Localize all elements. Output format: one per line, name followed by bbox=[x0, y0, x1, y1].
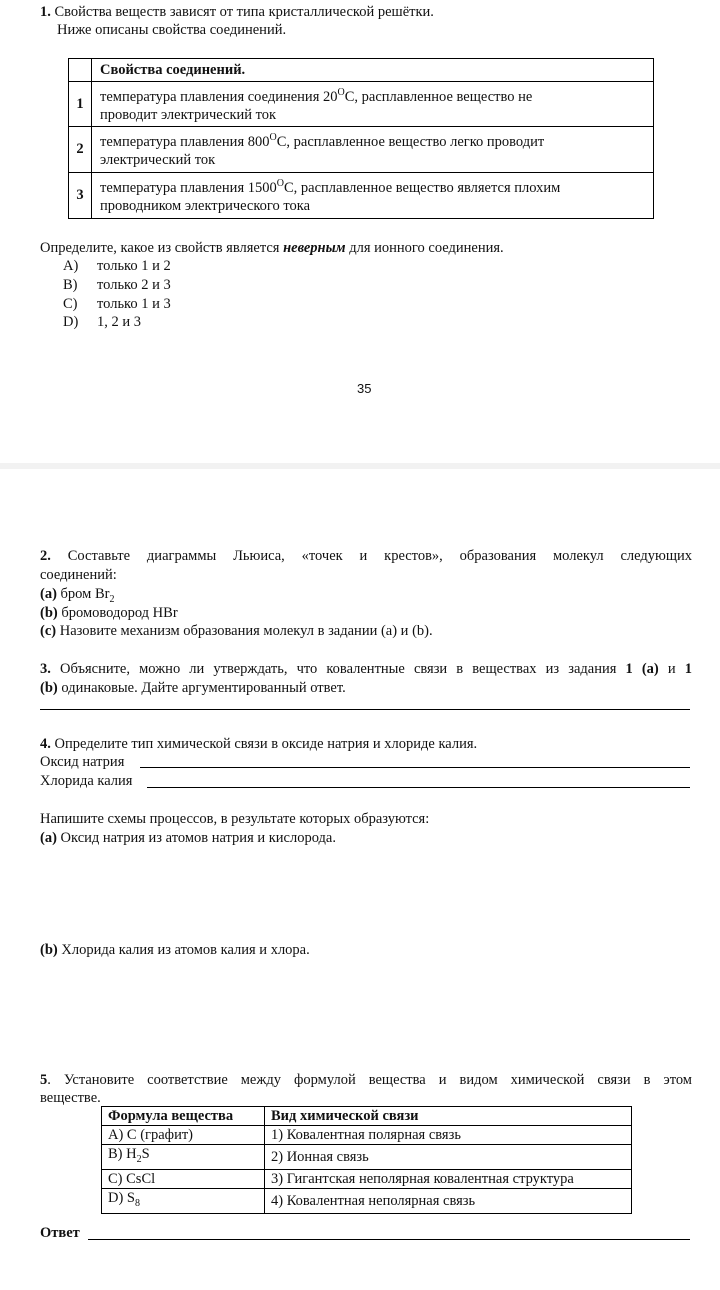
answer-label: Ответ bbox=[40, 1225, 80, 1241]
q1-properties-table bbox=[68, 58, 654, 219]
q2-item-b: (b) бромоводород HBr bbox=[40, 605, 178, 621]
table-row: 1 температура плавления соединения $20^OC$, расплавленное вещество не проводит электрический ток bbox=[69, 82, 654, 127]
q4-title: 4. Определите тип химической связи в оксиде натрия и хлориде калия. bbox=[40, 736, 478, 752]
answer-line[interactable] bbox=[88, 1239, 690, 1240]
q1-question: Определите, какое из свойств является неверным для ионного соединения. bbox=[40, 240, 504, 256]
option-a[interactable]: A) только 1 и 2 bbox=[63, 258, 171, 274]
q4-item-a: (a) Оксид натрия из атомов натрия и кислорода. bbox=[40, 830, 336, 846]
sodium-oxide-answer-line[interactable] bbox=[140, 767, 690, 768]
table-row: B) $H_2S$ 2) Ионная связь bbox=[102, 1145, 632, 1170]
q5-matching-table bbox=[101, 1106, 632, 1214]
option-b[interactable]: B) только 2 и 3 bbox=[63, 277, 171, 293]
option-c[interactable]: C) только 1 и 3 bbox=[63, 296, 171, 312]
q4-schemes: Напишите схемы процессов, в результате которых образуются: bbox=[40, 811, 430, 827]
q2-item-c: (c) Назовите механизм образования молекул в задании (a) и (b). bbox=[40, 623, 433, 639]
table-row: 3 температура плавления $1500^OC$, расплавленное вещество является плохим проводником электрического тока bbox=[69, 172, 654, 218]
q1-subtitle: Ниже описаны свойства соединений. bbox=[57, 22, 287, 38]
table-row: 2 температура плавления $800^OC$, расплавленное вещество легко проводит электрический ток bbox=[69, 126, 654, 172]
q2-line1: 2. Составьте диаграммы Льюиса, «точек и крестов», образования молекул следующих bbox=[40, 548, 692, 564]
table-row: C) CsCl 3) Гигантская неполярная ковалентная структура bbox=[102, 1169, 632, 1188]
q2-line2: соединений: bbox=[40, 567, 117, 583]
q5-line1: 5. Установите соответствие между формулой вещества и видом химической связи в этом bbox=[40, 1072, 692, 1088]
table-row: D) $S_8$ 4) Ковалентная неполярная связь bbox=[102, 1188, 632, 1213]
potassium-chloride-answer-line[interactable] bbox=[147, 787, 690, 788]
q2-item-a: (a) бром $Br_2$ bbox=[40, 586, 115, 605]
q5-line2: веществе. bbox=[40, 1090, 101, 1106]
page-number: 35 bbox=[357, 381, 372, 396]
q3-line2: (b) одинаковые. Дайте аргументированный ответ. bbox=[40, 680, 346, 696]
table-row: A) C (графит) 1) Ковалентная полярная связь bbox=[102, 1126, 632, 1145]
option-d[interactable]: D) 1, 2 и 3 bbox=[63, 314, 142, 330]
q3-answer-line[interactable] bbox=[40, 709, 690, 710]
table-header-row: Формула вещества Вид химической связи bbox=[102, 1107, 632, 1126]
q4-label-sodium-oxide: Оксид натрия bbox=[40, 754, 125, 770]
q3-line1: 3. Объясните, можно ли утверждать, что ковалентные связи в веществах из задания 1 (a) и 1 bbox=[40, 661, 692, 677]
page-gap-divider bbox=[0, 463, 720, 469]
q1-number: 1. bbox=[40, 4, 51, 20]
q4-label-potassium-chloride: Хлорида калия bbox=[40, 773, 133, 789]
q4-item-b: (b) Хлорида калия из атомов калия и хлора. bbox=[40, 942, 310, 958]
q1-title: 1. Свойства веществ зависят от типа кристаллической решётки. bbox=[40, 4, 434, 20]
table-header-cell: Свойства соединений. bbox=[92, 59, 654, 82]
table-header-row bbox=[69, 59, 654, 82]
